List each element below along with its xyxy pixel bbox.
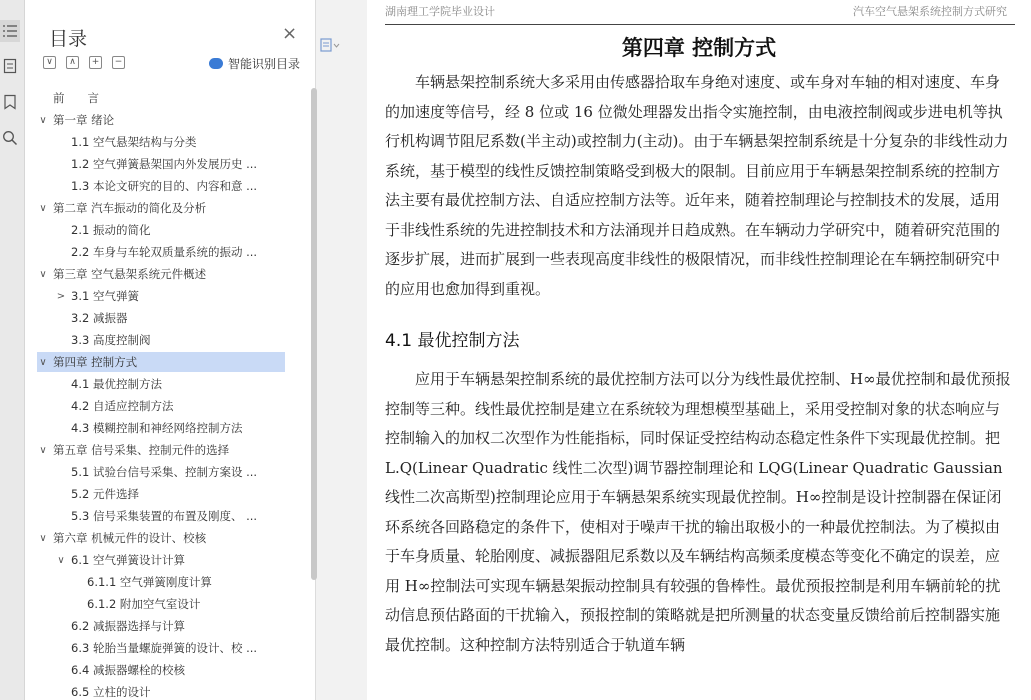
toc-item[interactable]	[37, 638, 285, 658]
toc-item-label: 3.1 空气弹簧	[71, 289, 139, 303]
toc-tools	[43, 56, 125, 69]
toc-item-label: 1.2 空气弹簧悬架国内外发展历史 ...	[71, 157, 258, 171]
toc-item[interactable]	[37, 242, 285, 262]
toc-item[interactable]	[37, 682, 285, 700]
toc-item-label: 1.3 本论文研究的目的、内容和意 ...	[71, 179, 258, 193]
toc-item[interactable]	[37, 88, 285, 108]
toc-item[interactable]	[37, 396, 285, 416]
chevron-down-icon[interactable]: ∨	[39, 268, 47, 280]
smart-toc-button[interactable]	[209, 55, 300, 72]
toc-item[interactable]	[37, 462, 285, 482]
toc-item-label: 3.2 减振器	[71, 311, 128, 325]
thumbnail-icon[interactable]	[0, 55, 20, 77]
section-title: 4.1 最优控制方法	[385, 331, 520, 351]
toc-item[interactable]	[37, 594, 285, 614]
toc-item-label: 6.3 轮胎当量螺旋弹簧的设计、校 ...	[71, 641, 258, 655]
search-icon[interactable]	[0, 127, 20, 149]
chevron-down-icon[interactable]: ∨	[39, 202, 47, 214]
toc-item[interactable]	[37, 374, 285, 394]
toc-item[interactable]	[37, 440, 285, 460]
chapter-title: 第四章 控制方式	[621, 36, 777, 60]
toc-item[interactable]	[37, 418, 285, 438]
toc-item-label: 3.3 高度控制阀	[71, 333, 151, 347]
chevron-down-icon[interactable]: ∨	[39, 114, 47, 126]
toc-item[interactable]	[37, 484, 285, 504]
toc-item-label: 5.2 元件选择	[71, 487, 139, 501]
chevron-right-icon[interactable]: >	[56, 290, 66, 302]
chevron-down-icon[interactable]: ∨	[57, 554, 65, 566]
toc-item[interactable]	[37, 330, 285, 350]
collapse-all-button[interactable]: ∨	[43, 56, 56, 69]
toc-item-label: 第四章 控制方式	[53, 355, 138, 369]
page-header-left: 湖南理工学院毕业设计	[385, 5, 495, 18]
toc-item[interactable]	[37, 528, 285, 548]
toc-title: 目录	[49, 28, 88, 50]
remove-item-button[interactable]: −	[112, 56, 125, 69]
toc-item-label: 5.1 试验台信号采集、控制方案设 ...	[71, 465, 258, 479]
toc-item-label: 前 言	[53, 91, 99, 105]
ai-icon	[209, 58, 223, 69]
toc-item-label: 2.1 振动的简化	[71, 223, 151, 237]
toc-icon[interactable]	[0, 20, 20, 42]
toc-item-label: 2.2 车身与车轮双质量系统的振动 ...	[71, 245, 258, 259]
chevron-down-icon[interactable]: ∨	[39, 356, 47, 368]
toc-item[interactable]	[37, 286, 285, 306]
section-paragraph: 应用于车辆悬架控制系统的最优控制方法可以分为线性最优控制、H∞最优控制和最优预报控制等三种。线性最优控制是建立在系统较为理想模型基础上，采用受控制对象的状态响应与控制输入的加权二次型作为性能指标，同时保证受控结构动态稳定性条件下实现最优控制。把 L.Q(Linear Quadratic 线性二次型)调节器控制理论和 LQG(Linear Quadratic Gaussian 线性二次高斯型)控制理论应用于车辆悬架系统实现最优控制。H∞控制是设计控制器在保证闭环系统各回路稳定的条件下，使相对于噪声干扰的输出取极小的一种最优控制法。为了模拟由于车身质量、轮胎刚度、减振器阻尼系数以及车辆结构高频柔度模态等变化不确定的误差，应用 H∞控制法可实现车辆悬架振动控制具有较强的鲁棒性。最优预报控制是利用车辆前轮的扰动信息预估路面的干扰输入，预报控制的策略就是把所测量的状态变量反馈给前后控制器实施最优控制。这种控制方法特别适合于轨道车辆	[385, 370, 1011, 654]
expand-up-button[interactable]: ∧	[66, 56, 79, 69]
bookmark-icon[interactable]	[0, 91, 20, 113]
toc-panel	[25, 0, 316, 700]
toc-item-label: 4.3 模糊控制和神经网络控制方法	[71, 421, 243, 435]
toc-item-label: 6.1 空气弹簧设计计算	[71, 553, 185, 567]
toc-item[interactable]	[37, 154, 285, 174]
toc-item[interactable]	[37, 132, 285, 152]
toc-item[interactable]	[37, 352, 285, 372]
toc-item-label: 5.3 信号采集装置的布置及刚度、 ...	[71, 509, 258, 523]
toc-item-label: 1.1 空气悬架结构与分类	[71, 135, 197, 149]
toc-item[interactable]	[37, 220, 285, 240]
toc-item[interactable]	[37, 616, 285, 636]
close-icon[interactable]: ×	[282, 23, 298, 44]
chevron-down-icon[interactable]: ∨	[39, 444, 47, 456]
toc-item-label: 第一章 绪论	[53, 113, 115, 127]
toc-item-label: 6.2 减振器选择与计算	[71, 619, 185, 633]
header-rule	[385, 24, 1015, 25]
toc-item-label: 4.1 最优控制方法	[71, 377, 162, 391]
toc-item-label: 第三章 空气悬架系统元件概述	[53, 267, 207, 281]
smart-toc-label: 智能识别目录	[228, 57, 301, 71]
toc-item[interactable]	[37, 308, 285, 328]
document-page	[367, 0, 1031, 700]
toc-item-label: 6.5 立柱的设计	[71, 685, 151, 699]
toc-item-label: 6.1.1 空气弹簧刚度计算	[87, 575, 212, 589]
toc-item-label: 6.4 减振器螺栓的校核	[71, 663, 185, 677]
toc-item-label: 6.1.2 附加空气室设计	[87, 597, 201, 611]
toc-item-label: 第五章 信号采集、控制元件的选择	[53, 443, 230, 457]
toc-item[interactable]	[37, 660, 285, 680]
add-item-button[interactable]: +	[89, 56, 102, 69]
toc-scrollbar[interactable]	[311, 88, 317, 580]
toc-item[interactable]	[37, 198, 285, 218]
side-toolbar	[0, 0, 25, 700]
toc-item[interactable]	[37, 264, 285, 284]
toc-item-label: 第二章 汽车振动的简化及分析	[53, 201, 207, 215]
toc-item[interactable]	[37, 176, 285, 196]
toc-list	[37, 86, 285, 700]
toc-item-label: 4.2 自适应控制方法	[71, 399, 174, 413]
toc-item[interactable]	[37, 506, 285, 526]
toc-item[interactable]	[37, 110, 285, 130]
toc-item[interactable]	[37, 572, 285, 592]
chevron-down-icon[interactable]: ∨	[39, 532, 47, 544]
document-icon[interactable]	[320, 38, 340, 55]
toc-item-label: 第六章 机械元件的设计、校核	[53, 531, 207, 545]
intro-paragraph: 车辆悬架控制系统大多采用由传感器拾取车身绝对速度、或车身对车轴的相对速度、车身的加速度等信号，经 8 位或 16 位微处理器发出指令实施控制，由电液控制阀或步进电机等执行机构调节阻尼系数(半主动)或控制力(主动)。由于车辆悬架控制系统是十分复杂的非线性动力系统，基于模型的线性反馈控制策略受到极大的限制。目前应用于车辆悬架控制系统的控制方法主要有最优控制方法、自适应控制方法等。近年来，随着控制理论与控制技术的发展，适用于非线性系统的先进控制技术和方法涌现并日趋成熟。在车辆动力学研究中，随着研究范围的逐步扩展，进而扩展到一些表现高度非线性的极限情况，而非线性控制理论在车辆控制研究中的应用也愈加得到重视。	[385, 73, 1009, 298]
toc-item[interactable]	[37, 550, 285, 570]
page-header-right: 汽车空气悬架系统控制方式研究	[853, 5, 1007, 18]
